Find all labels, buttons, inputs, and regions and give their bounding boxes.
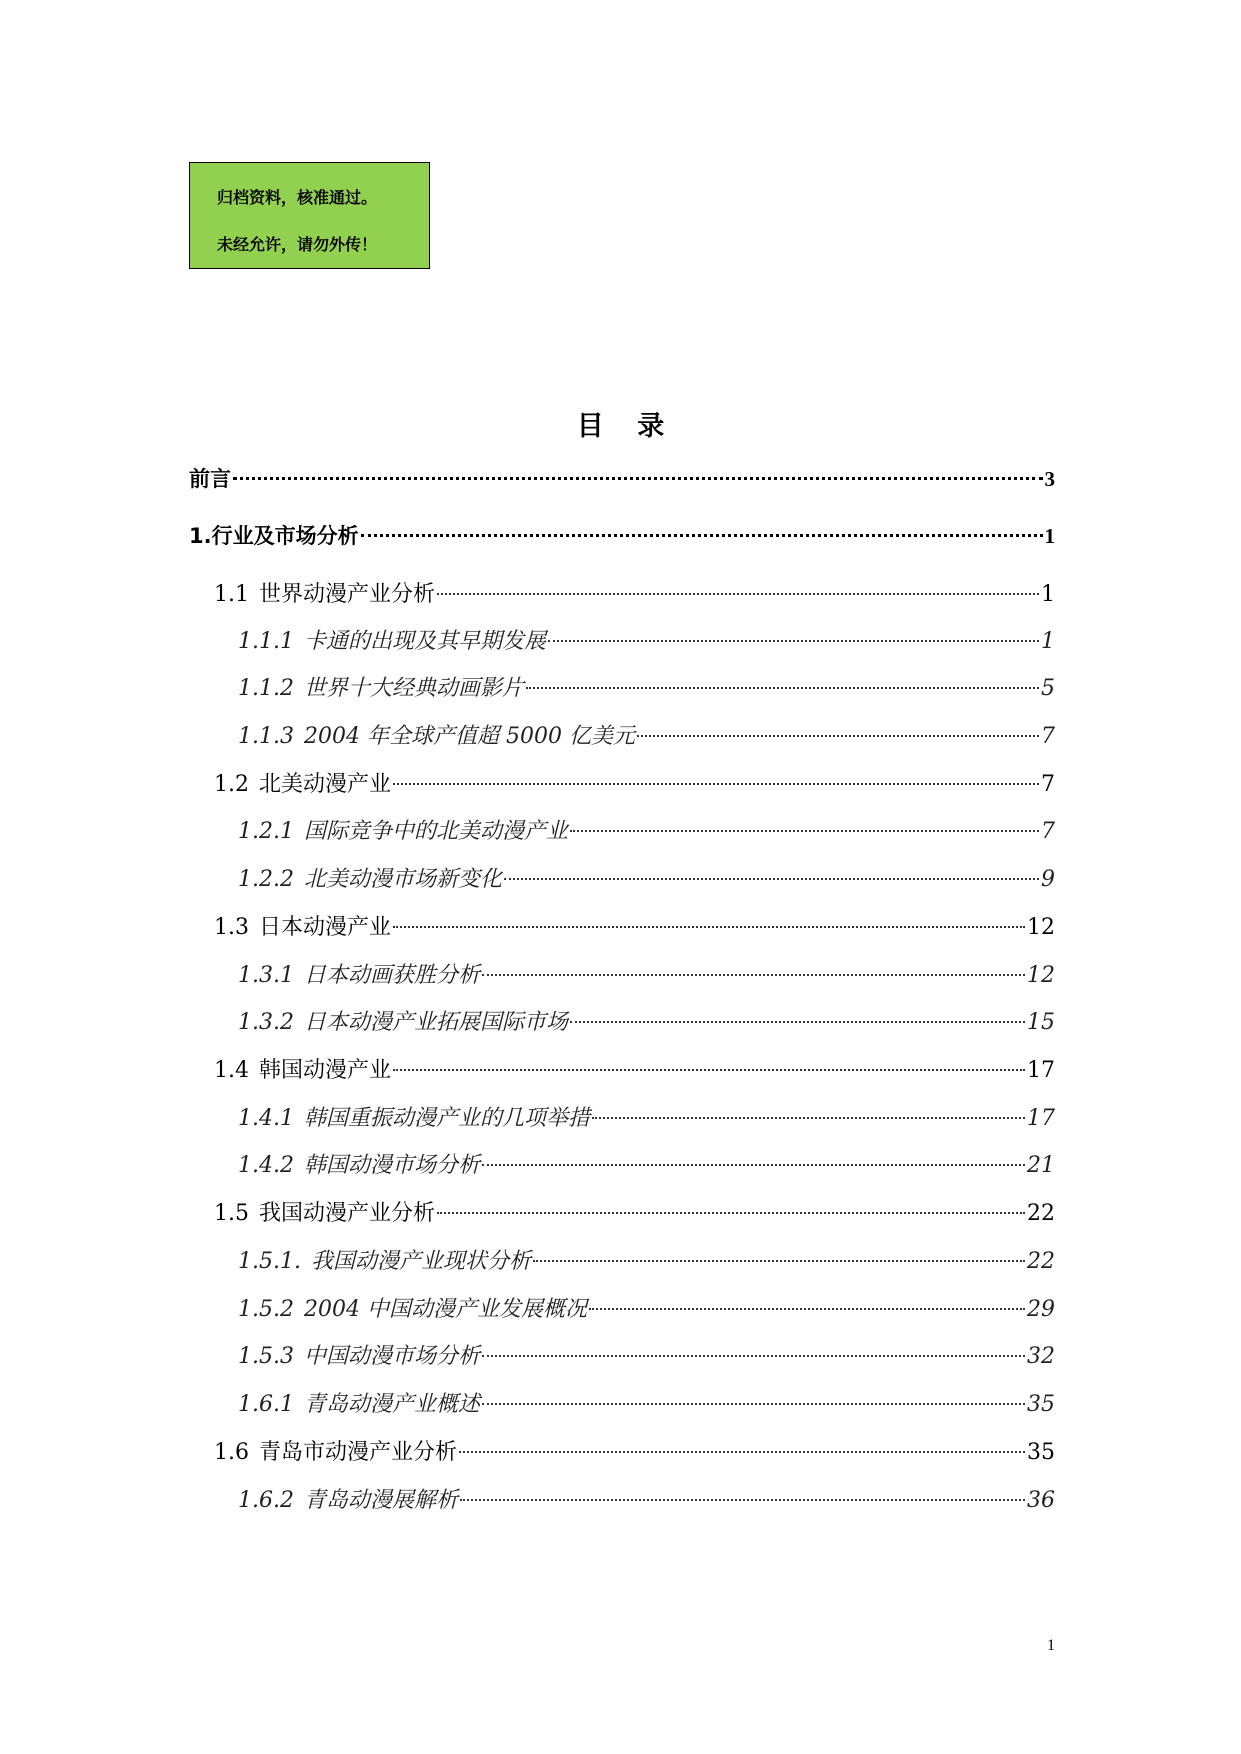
toc-entry-page: 35 xyxy=(1027,1392,1055,1417)
toc-entry-title: 世界十大经典动画影片 xyxy=(303,676,524,701)
page-number: 1 xyxy=(1047,1637,1055,1654)
toc-entry-page: 7 xyxy=(1041,819,1055,844)
toc-entry[interactable] xyxy=(238,1342,1055,1372)
toc-dot-leader xyxy=(526,687,1039,689)
toc-entry-title: 青岛动漫产业概述 xyxy=(303,1392,480,1417)
toc-entry-page: 21 xyxy=(1027,1153,1055,1178)
toc-entry-page: 12 xyxy=(1027,915,1055,940)
toc-entry-title: 前言 xyxy=(189,467,231,491)
toc-entry-page: 1 xyxy=(1044,524,1055,548)
toc-dot-leader xyxy=(233,477,1043,480)
toc-dot-leader xyxy=(393,926,1025,928)
toc-entry-title: 世界动漫产业分析 xyxy=(259,582,436,607)
toc-dot-leader xyxy=(533,1260,1025,1262)
toc-entry-title: 2004 中国动漫产业发展概况 xyxy=(303,1297,587,1322)
toc-entry-page: 9 xyxy=(1041,867,1055,892)
toc-entry-title: 行业及市场分析 xyxy=(211,524,359,548)
toc-dot-leader xyxy=(592,1117,1025,1119)
toc-entry-title: 2004 年全球产值超 5000 亿美元 xyxy=(303,724,635,749)
toc-entry-page: 3 xyxy=(1044,467,1055,491)
toc-entry-number: 1.2.2 xyxy=(238,867,294,892)
toc-dot-leader xyxy=(482,1164,1025,1166)
toc-entry[interactable] xyxy=(189,464,1055,494)
toc-entry-title: 我国动漫产业现状分析 xyxy=(310,1249,531,1274)
toc-entry[interactable] xyxy=(238,1247,1055,1277)
toc-entry[interactable] xyxy=(238,1151,1055,1181)
toc-entry[interactable] xyxy=(238,1390,1055,1420)
toc-entry[interactable] xyxy=(238,674,1055,704)
toc-entry-page: 7 xyxy=(1041,724,1055,749)
toc-dot-leader xyxy=(361,534,1043,537)
toc-entry-number: 1.5.2 xyxy=(238,1297,294,1322)
toc-entry-page: 36 xyxy=(1027,1488,1055,1513)
toc-entry-title: 北美动漫市场新变化 xyxy=(303,867,502,892)
toc-entry[interactable] xyxy=(238,627,1055,657)
toc-entry-page: 32 xyxy=(1027,1344,1055,1369)
toc-entry-title: 中国动漫市场分析 xyxy=(303,1344,480,1369)
toc-entry[interactable] xyxy=(238,865,1055,895)
toc-entry-page: 35 xyxy=(1027,1440,1055,1465)
toc-entry-number: 1.4.1 xyxy=(238,1106,294,1131)
toc-entry-number: 1.6 xyxy=(214,1440,249,1465)
stamp-line-confidential: 未经允许，请勿外传！ xyxy=(217,235,378,254)
toc-dot-leader xyxy=(393,1069,1025,1071)
toc-dot-leader xyxy=(589,1308,1025,1310)
toc-entry-number: 1.4.2 xyxy=(238,1153,294,1178)
toc-entry[interactable] xyxy=(238,722,1055,752)
toc-dot-leader xyxy=(570,1021,1025,1023)
toc-entry-title: 日本动漫产业拓展国际市场 xyxy=(303,1010,568,1035)
toc-entry-page: 29 xyxy=(1027,1297,1055,1322)
toc-entry-title: 韩国动漫产业 xyxy=(259,1058,392,1083)
toc-entry-number: 1.4 xyxy=(214,1058,249,1083)
toc-entry-number: 1.2 xyxy=(214,772,249,797)
toc-dot-leader xyxy=(482,1355,1025,1357)
toc-entry-number: 1. xyxy=(189,524,212,548)
toc-entry[interactable] xyxy=(214,770,1055,800)
toc-entry-title: 卡通的出现及其早期发展 xyxy=(303,629,546,654)
toc-entry-number: 1.1.2 xyxy=(238,676,294,701)
toc-dot-leader xyxy=(637,735,1039,737)
toc-entry-title: 我国动漫产业分析 xyxy=(259,1201,436,1226)
toc-entry[interactable] xyxy=(189,521,1055,551)
toc-entry-title: 日本动画获胜分析 xyxy=(303,963,480,988)
toc-entry-number: 1.6.2 xyxy=(238,1488,294,1513)
toc-dot-leader xyxy=(570,830,1039,832)
toc-entry[interactable] xyxy=(214,1199,1055,1229)
toc-entry-number: 1.3.1 xyxy=(238,963,294,988)
toc-entry[interactable] xyxy=(238,961,1055,991)
toc-entry-number: 1.2.1 xyxy=(238,819,294,844)
toc-entry-page: 22 xyxy=(1027,1201,1055,1226)
toc-entry-page: 1 xyxy=(1041,629,1055,654)
toc-entry-title: 日本动漫产业 xyxy=(259,915,392,940)
toc-entry[interactable] xyxy=(214,913,1055,943)
toc-entry-number: 1.1.1 xyxy=(238,629,294,654)
toc-entry[interactable] xyxy=(238,1486,1055,1516)
toc-entry-page: 12 xyxy=(1027,963,1055,988)
toc-entry-title: 韩国重振动漫产业的几项举措 xyxy=(303,1106,590,1131)
toc-entry-number: 1.5.3 xyxy=(238,1344,294,1369)
toc-dot-leader xyxy=(437,593,1039,595)
toc-entry-number: 1.5.1. xyxy=(238,1249,301,1274)
toc-entry[interactable] xyxy=(238,1295,1055,1325)
toc-entry-page: 7 xyxy=(1041,772,1055,797)
toc-entry-title: 国际竞争中的北美动漫产业 xyxy=(303,819,568,844)
toc-entry-page: 15 xyxy=(1027,1010,1055,1035)
toc-entry-number: 1.1.3 xyxy=(238,724,294,749)
toc-entry-number: 1.5 xyxy=(214,1201,249,1226)
toc-entry-page: 17 xyxy=(1027,1106,1055,1131)
toc-entry-number: 1.3 xyxy=(214,915,249,940)
toc-entry[interactable] xyxy=(238,817,1055,847)
toc-dot-leader xyxy=(548,640,1039,642)
toc-dot-leader xyxy=(504,878,1039,880)
stamp-line-approved: 归档资料，核准通过。 xyxy=(217,188,378,207)
toc-title: 目 录 xyxy=(576,411,677,442)
toc-entry-number: 1.3.2 xyxy=(238,1010,294,1035)
toc-dot-leader xyxy=(482,1403,1025,1405)
toc-dot-leader xyxy=(459,1451,1025,1453)
toc-dot-leader xyxy=(393,783,1039,785)
toc-entry-title: 青岛动漫展解析 xyxy=(303,1488,458,1513)
toc-entry[interactable] xyxy=(238,1008,1055,1038)
toc-entry-title: 韩国动漫市场分析 xyxy=(303,1153,480,1178)
toc-entry-title: 青岛市动漫产业分析 xyxy=(259,1440,458,1465)
toc-entry-page: 1 xyxy=(1041,582,1055,607)
toc-entry-title: 北美动漫产业 xyxy=(259,772,392,797)
toc-dot-leader xyxy=(437,1212,1025,1214)
toc-dot-leader xyxy=(460,1499,1025,1501)
toc-entry[interactable] xyxy=(214,1438,1055,1468)
toc-entry-page: 5 xyxy=(1041,676,1055,701)
toc-entry-number: 1.6.1 xyxy=(238,1392,294,1417)
toc-entry-page: 17 xyxy=(1027,1058,1055,1083)
toc-entry[interactable] xyxy=(238,1104,1055,1134)
toc-entry-number: 1.1 xyxy=(214,582,249,607)
toc-entry-page: 22 xyxy=(1027,1249,1055,1274)
toc-dot-leader xyxy=(482,974,1025,976)
toc-entry[interactable] xyxy=(214,580,1055,610)
toc-entry[interactable] xyxy=(214,1056,1055,1086)
